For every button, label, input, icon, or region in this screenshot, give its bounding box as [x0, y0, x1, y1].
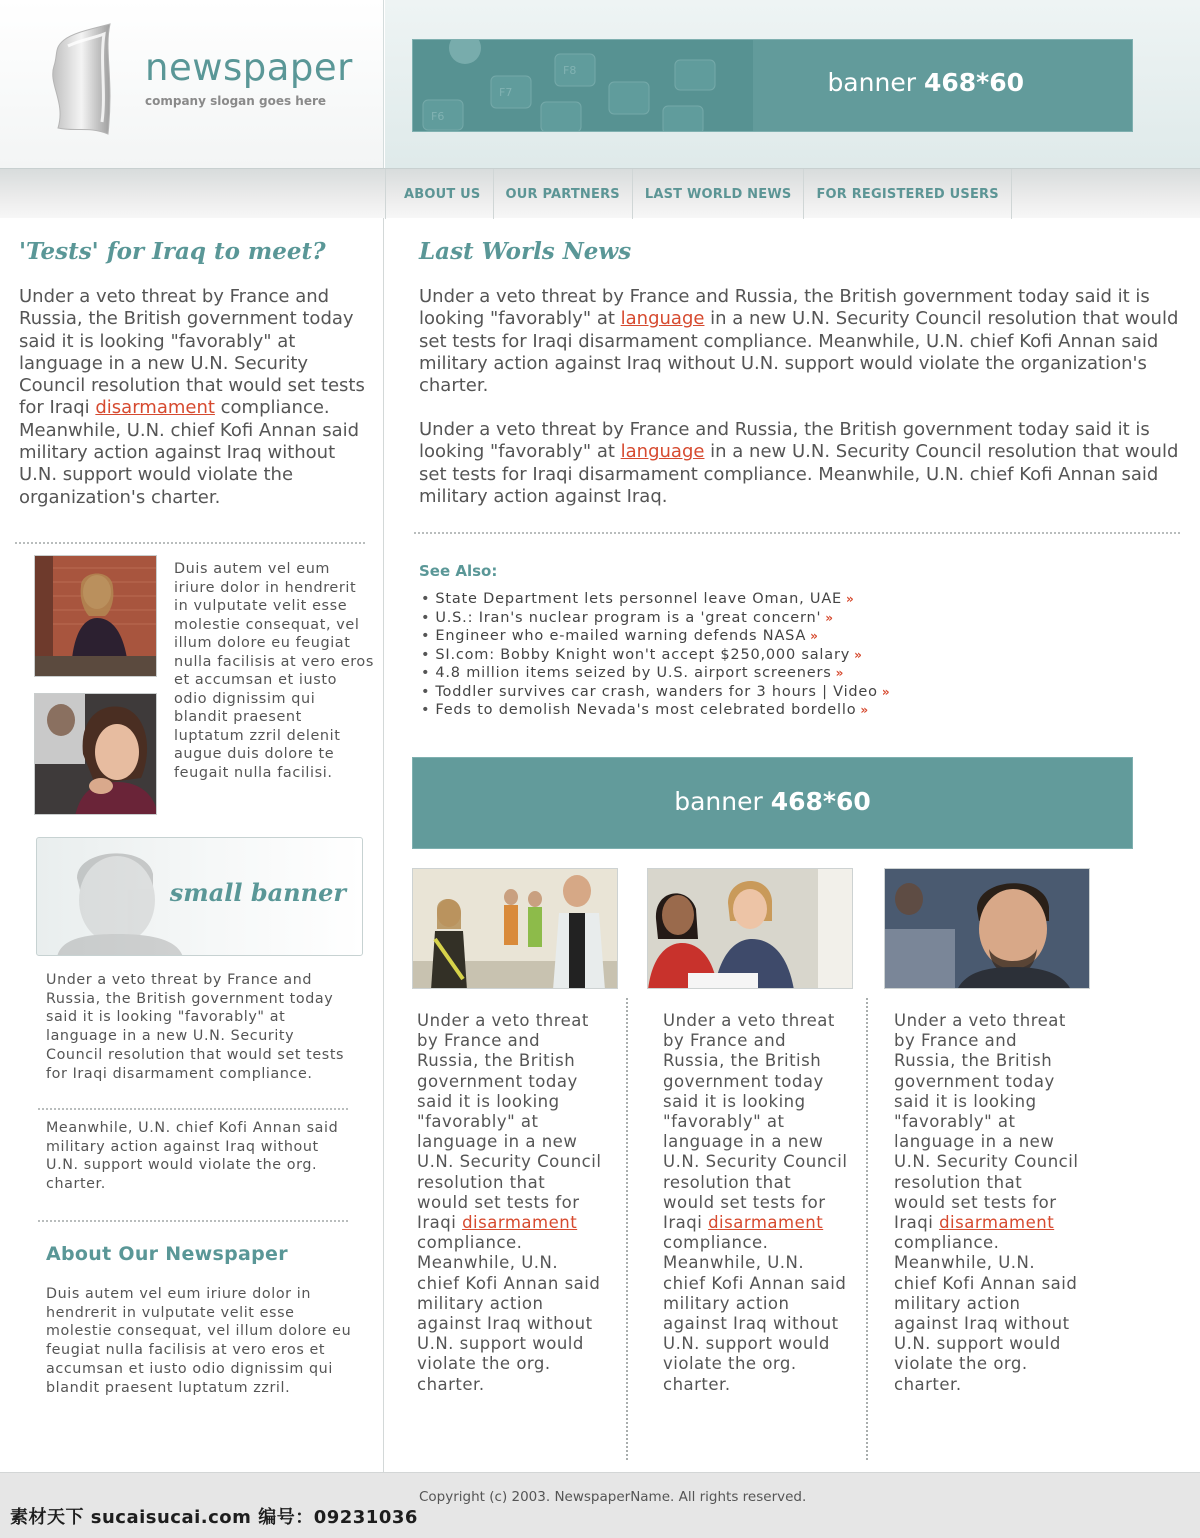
main-nav — [385, 169, 1012, 219]
copyright-text: Copyright (c) 2003. NewspaperName. All rights reserved. — [419, 1489, 807, 1505]
see-also-item[interactable] — [421, 664, 888, 683]
column-text-1 — [417, 1011, 602, 1395]
double-arrow-icon[interactable]: » — [846, 592, 852, 606]
navbar — [0, 168, 1200, 218]
column-text-part: Under a veto threat by France and Russia, the British government today said it is looking "favorably" at language in a new U.N. Security Council resolution that would set tests for Iraqi — [417, 1011, 602, 1233]
photo-smiling-man-image — [885, 869, 1090, 989]
svg-text:F7: F7 — [499, 86, 513, 99]
column-text-part: Under a veto threat by France and Russia, the British government today said it is looking "favorably" at language in a new U.N. Security Council resolution that would set tests for Iraqi — [663, 1011, 848, 1233]
left-article-text — [19, 286, 369, 509]
left-small-text-1: Under a veto threat by France and Russia, the British government today said it is looking "favorably" at language in a new U.N. Security Council resolution that would set tests for Iraqi disarmament compliance. — [46, 972, 345, 1082]
mid-banner-text — [413, 787, 1132, 816]
see-also-item-text[interactable]: Feds to demolish Nevada's most celebrated bordello — [435, 702, 857, 718]
language-link[interactable]: language — [620, 308, 705, 330]
mid-banner-size: 468*60 — [770, 787, 871, 816]
column-text-part: compliance. Meanwhile, U.N. chief Kofi Annan said military action against Iraq without U.N. support would violate the org. charter. — [663, 1233, 847, 1394]
left-text-part: Under a veto threat by France and Russia, the British government today said it is looking "favorably" at language in a new U.N. Security Council resolution that would set tests for Iraqi — [19, 286, 365, 419]
nav-for-registered-users[interactable]: FOR REGISTERED USERS — [804, 169, 1011, 219]
disarmament-link[interactable]: disarmament — [462, 1213, 578, 1233]
left-small-text-2: Meanwhile, U.N. chief Kofi Annan said military action against Iraq without U.N. support would violate the org. charter. — [46, 1120, 339, 1193]
logo-area[interactable] — [0, 0, 384, 168]
main-text-part: Under a veto threat by France and Russia, the British government today said it is looking "favorably" at — [419, 419, 1150, 463]
main-news-paragraph-2 — [419, 419, 1179, 508]
mid-banner-label: banner — [674, 787, 763, 816]
column-text-part: compliance. Meanwhile, U.N. chief Kofi Annan said military action against Iraq without U.N. support would violate the org. charter. — [417, 1233, 601, 1394]
see-also-item-text[interactable]: Engineer who e-mailed warning defends NASA — [435, 628, 807, 644]
photo-woman-seated — [34, 555, 157, 677]
about-text: Duis autem vel eum iriure dolor in hendrerit in vulputate velit esse molestie consequat, vel illum dolore eu feugiat nulla facilisis at vero eros et accumsan et iusto odio dignissim qui blandit praesent luptatum zzril. — [46, 1286, 352, 1396]
see-also-item[interactable] — [421, 627, 888, 646]
disarmament-link[interactable]: disarmament — [708, 1213, 824, 1233]
about-title: About Our Newspaper — [46, 1243, 288, 1265]
main-text-part: Under a veto threat by France and Russia, the British government today said it is looking "favorably" at — [419, 286, 1150, 330]
mid-banner[interactable] — [412, 757, 1133, 849]
divider-dotted-vertical — [866, 998, 868, 1460]
small-banner[interactable] — [36, 837, 363, 956]
divider-dotted — [38, 1220, 348, 1222]
disarmament-link[interactable]: disarmament — [939, 1213, 1055, 1233]
column-text-part: compliance. Meanwhile, U.N. chief Kofi Annan said military action against Iraq without U.N. support would violate the org. charter. — [894, 1233, 1078, 1394]
divider-dotted — [414, 532, 1180, 534]
photo-woman-seated-image — [35, 556, 157, 677]
double-arrow-icon[interactable]: » — [854, 647, 860, 662]
small-banner-label: small banner — [169, 878, 346, 907]
nav-about-us[interactable]: ABOUT US — [385, 169, 494, 219]
divider-dotted — [38, 1108, 348, 1110]
photo-two-students-image — [648, 869, 853, 989]
column-text-2 — [663, 1011, 848, 1395]
column-divider — [383, 218, 384, 1472]
double-arrow-icon[interactable]: » — [881, 684, 888, 699]
double-arrow-icon[interactable]: » — [825, 610, 832, 625]
see-also-item[interactable] — [421, 701, 888, 720]
divider-dotted — [15, 542, 365, 544]
logo-slogan: company slogan goes here — [145, 94, 327, 108]
double-arrow-icon[interactable]: » — [860, 703, 867, 717]
disarmament-link[interactable]: disarmament — [95, 397, 215, 419]
top-banner-size: 468*60 — [923, 68, 1024, 97]
divider-dotted-vertical — [626, 998, 628, 1460]
watermark-text: 素材天下 sucaisucai.com 编号：09231036 — [10, 1507, 418, 1528]
svg-text:F8: F8 — [563, 64, 577, 77]
see-also-item[interactable] — [421, 590, 888, 609]
see-also-item[interactable] — [421, 609, 888, 628]
see-also-item[interactable] — [421, 646, 888, 665]
photo-woman-smiling — [34, 693, 157, 815]
photo-group-people-image — [413, 869, 618, 989]
footer — [0, 1472, 1200, 1538]
left-article-title: 'Tests' for Iraq to meet? — [19, 238, 326, 265]
photo-two-students — [647, 868, 853, 989]
left-side-text: Duis autem vel eum iriure dolor in hendrerit in vulputate velit esse molestie consequat, vel illum dolore eu feugiat nulla facilisis at vero eros et accumsan et iusto odio dignissim qui blandit praesent luptatum zzril delenit augue duis dolore te feugait nulla facilisi. — [174, 561, 374, 781]
nav-our-partners[interactable]: OUR PARTNERS — [494, 169, 633, 219]
photo-group-people — [412, 868, 618, 989]
keyboard-keys-image — [413, 40, 753, 132]
top-banner-text — [827, 68, 1024, 97]
top-banner[interactable] — [412, 39, 1133, 132]
column-text-3 — [894, 1011, 1079, 1395]
main-text-part: in a new U.N. Security Council resolution that would set tests for Iraqi disarmament compliance. Meanwhile, U.N. chief Kofi Annan said military action against Iraq without U.N. support would violate the organization's charter. — [419, 308, 1179, 397]
nav-last-world-news[interactable]: LAST WORLD NEWS — [633, 169, 805, 219]
column-text-part: Under a veto threat by France and Russia, the British government today said it is looking "favorably" at language in a new U.N. Security Council resolution that would set tests for Iraqi — [894, 1011, 1079, 1233]
main-news-paragraph-1 — [419, 286, 1179, 397]
top-banner-label: banner — [827, 68, 916, 97]
svg-text:F6: F6 — [431, 110, 445, 123]
double-arrow-icon[interactable]: » — [810, 629, 816, 643]
see-also-item-text[interactable]: SI.com: Bobby Knight won't accept $250,000 salary — [435, 646, 851, 663]
double-arrow-icon[interactable]: » — [835, 666, 842, 680]
left-text-part: compliance. Meanwhile, U.N. chief Kofi Annan said military action against Iraq without U.N. support would violate the organization's charter. — [19, 397, 360, 508]
language-link[interactable]: language — [620, 441, 705, 463]
see-also-list — [421, 590, 888, 720]
logo-name: newspaper — [145, 46, 353, 89]
main-news-title: Last Worls News — [419, 238, 632, 265]
see-also-item-text[interactable]: Toddler survives car crash, wanders for 3 hours | Video — [435, 683, 878, 700]
see-also-item-text[interactable]: U.S.: Iran's nuclear program is a 'great concern' — [435, 609, 822, 626]
see-also-item[interactable] — [421, 683, 888, 702]
see-also-item-text[interactable]: 4.8 million items seized by U.S. airport screeners — [435, 665, 832, 681]
see-also-title: See Also: — [419, 562, 498, 580]
logo-icon — [44, 22, 116, 140]
header — [0, 0, 1200, 168]
main-text-part: in a new U.N. Security Council resolution that would set tests for Iraqi disarmament compliance. Meanwhile, U.N. chief Kofi Annan said military action against Iraq. — [419, 441, 1179, 507]
see-also-item-text[interactable]: State Department lets personnel leave Oman, UAE — [435, 591, 843, 607]
photo-woman-smiling-image — [35, 694, 157, 815]
photo-smiling-man — [884, 868, 1090, 989]
banner-area — [385, 0, 1200, 168]
